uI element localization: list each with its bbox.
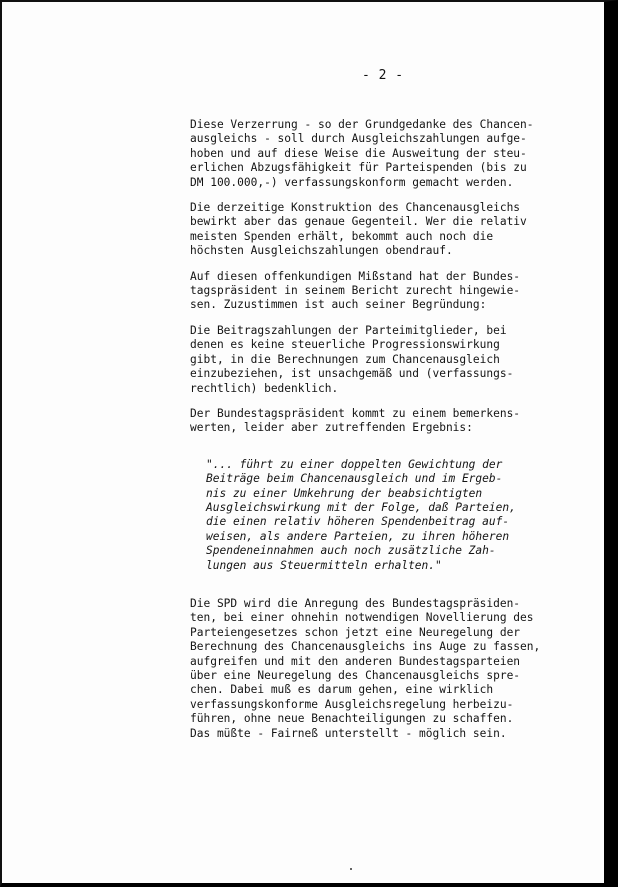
- quote-line: "... führt zu einer doppelten Gewichtung der: [206, 457, 503, 471]
- paragraph-spd-conclusion: [190, 597, 574, 741]
- text-line: einzubeziehen, ist unsachgemäß und (verfassungs-: [190, 367, 514, 381]
- quote-line: Ausgleichswirkung mit der Folge, daß Parteien,: [206, 500, 516, 514]
- text-line: bewirkt aber das genaue Gegenteil. Wer die relativ: [190, 215, 527, 229]
- quote-line: die einen relativ höheren Spendenbeitrag auf-: [206, 515, 510, 529]
- text-line: Der Bundestagspräsident kommt zu einem bemerkens-: [190, 406, 521, 420]
- text-line: Die Beitragszahlungen der Parteimitglieder, bei: [190, 323, 507, 337]
- text-line: Die SPD wird die Anregung des Bundestagspräsiden-: [190, 596, 521, 610]
- text-line: über eine Neuregelung des Chancenausgleichs spre-: [190, 669, 521, 682]
- text-line: hoben und auf diese Weise die Ausweitung der steu-: [190, 146, 527, 160]
- text-line: aufgreifen und mit den anderen Bundestagsparteien: [190, 654, 521, 668]
- document-body: [190, 118, 574, 752]
- quote-line: lungen aus Steuermitteln erhalten.": [206, 558, 442, 572]
- quote-line: Beiträge beim Chancenausgleich und im Ergeb-: [206, 472, 503, 486]
- text-line: chen. Dabei muß es darum gehen, eine wirklich: [190, 683, 494, 697]
- paragraph-ergebnis: [190, 407, 574, 436]
- quote-line: weisen, als andere Parteien, zu ihren höheren: [206, 529, 510, 543]
- text-line: gibt, in die Berechnungen zum Chancenausgleich: [190, 352, 500, 366]
- text-line: ten, bei einer ohnehin notwendigen Novellierung des: [190, 611, 534, 625]
- quote-line: nis zu einer Umkehrung der beabsichtigten: [206, 486, 483, 500]
- block-quote: [206, 458, 574, 573]
- text-line: Diese Verzerrung - so der Grundgedanke des Chancen-: [190, 118, 534, 131]
- page-number: - 2 -: [362, 68, 404, 83]
- text-line: sen. Zuzustimmen ist auch seiner Begründung:: [190, 298, 487, 312]
- text-line: höchsten Ausgleichszahlungen obendrauf.: [190, 244, 453, 258]
- text-line: Berechnung des Chancenausgleichs ins Auge zu fassen,: [190, 640, 541, 654]
- text-line: ausgleichs - soll durch Ausgleichszahlungen aufge-: [190, 132, 527, 146]
- text-line: werten, leider aber zutreffenden Ergebnis:: [190, 421, 473, 435]
- text-line: DM 100.000,-) verfassungskonform gemacht werden.: [190, 175, 514, 189]
- text-line: führen, ohne neue Benachteiligungen zu schaffen.: [190, 712, 514, 726]
- text-line: Auf diesen offenkundigen Mißstand hat der Bundes-: [190, 269, 521, 283]
- text-line: denen es keine steuerliche Progressionswirkung: [190, 338, 500, 352]
- text-line: Die derzeitige Konstruktion des Chancenausgleichs: [190, 201, 521, 215]
- paragraph-beitragszahlungen: [190, 324, 574, 396]
- quote-line: Spendeneinnahmen auch noch zusätzliche Zah-: [206, 544, 496, 558]
- text-line: Parteiengesetzes schon jetzt eine Neuregelung der: [190, 625, 521, 639]
- paragraph-verzerrung: [190, 118, 574, 190]
- text-line: erlichen Abzugsfähigkeit für Parteispenden (bis zu: [190, 161, 527, 175]
- text-line: rechtlich) bedenklich.: [190, 381, 339, 395]
- scan-speck: [350, 868, 352, 870]
- text-line: tagspräsident in seinem Bericht zurecht hingewie-: [190, 284, 521, 298]
- paragraph-konstruktion: [190, 201, 574, 259]
- text-line: verfassungskonforme Ausgleichsregelung herbeizu-: [190, 697, 514, 711]
- paragraph-missstand: [190, 270, 574, 313]
- text-line: Das müßte - Fairneß unterstellt - möglich sein.: [190, 726, 507, 740]
- text-line: meisten Spenden erhält, bekommt auch noch die: [190, 229, 494, 243]
